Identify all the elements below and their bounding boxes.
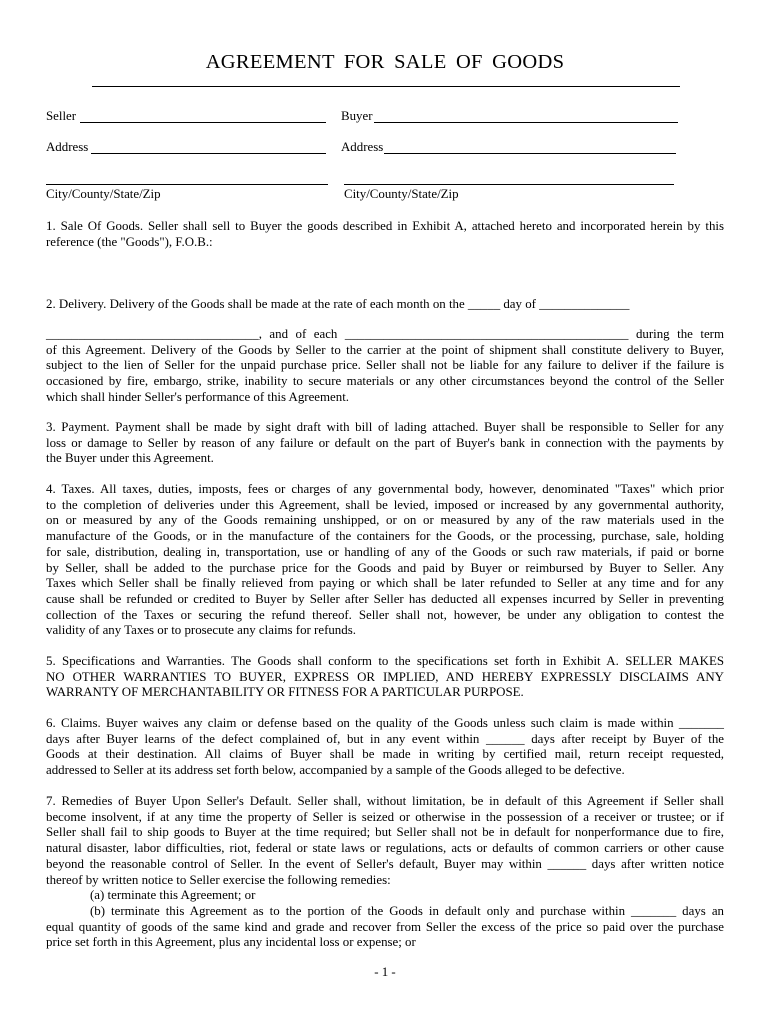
section-taxes bbox=[46, 482, 724, 639]
text-line: loss or damage to Seller by reason of any failure or default on the part of Buyer's bank in connection with the payments by bbox=[46, 435, 724, 450]
seller-name-line[interactable] bbox=[80, 122, 326, 123]
text-line: equal quantity of goods of the same kind and grade and recover from Seller the excess of the price so paid over the purchase bbox=[46, 919, 724, 934]
buyer-city-line[interactable] bbox=[344, 184, 674, 185]
section-sale-of-goods bbox=[46, 219, 724, 250]
buyer-name-line[interactable] bbox=[374, 122, 678, 123]
text-line: become insolvent, if at any time the property of Seller is seized or otherwise in the possession of a receiver or trustee; or if bbox=[46, 809, 724, 824]
text-line: Goods at their destination. All claims of Buyer shall be made in writing by certified mail, return receipt requested, bbox=[46, 747, 724, 762]
text-line: thereof by written notice to Seller exercise the following remedies: bbox=[46, 872, 391, 887]
text-line: 6. Claims. Buyer waives any claim or defense based on the quality of the Goods unless such claim is made within _______ bbox=[46, 716, 724, 730]
text-line: which shall hinder Seller's performance of this Agreement. bbox=[46, 389, 350, 404]
text-line: 7. Remedies of Buyer Upon Seller's Default. Seller shall, without limitation, be in default of this Agreement if Seller shall bbox=[46, 794, 724, 808]
buyer-address-line[interactable] bbox=[384, 153, 676, 154]
text-line: Taxes which Seller shall be finally relieved from paying or which shall be later refunded to Seller at any time and for any bbox=[46, 576, 724, 591]
buyer-label: Buyer bbox=[341, 109, 373, 123]
text-line: 2. Delivery. Delivery of the Goods shall be made at the rate of each month on the _____ day of ______________ bbox=[46, 297, 630, 311]
buyer-city-label: City/County/State/Zip bbox=[344, 187, 459, 201]
text-line: price set forth in this Agreement, plus any incidental loss or expense; or bbox=[46, 935, 416, 950]
page-number: - 1 - bbox=[374, 965, 396, 979]
section-delivery bbox=[46, 327, 724, 406]
text-line: 3. Payment. Payment shall be made by sight draft with bill of lading attached. Buyer shall be responsible to Seller for any bbox=[46, 420, 724, 434]
text-line: addressed to Seller at its address set forth below, accompanied by a sample of the Goods alleged to be defective. bbox=[46, 763, 625, 778]
text-line: manufacture of the Goods, or in the manufacture of the containers for the Goods, or the processing, purchase, sale, holding bbox=[46, 529, 724, 544]
text-line: the Buyer under this Agreement. bbox=[46, 451, 214, 466]
text-line: collection of the Taxes or securing the refund thereof. Seller shall not, however, be under any obligation to contest the bbox=[46, 607, 724, 622]
text-line: subject to the lien of Seller for the unpaid purchase price. Seller shall not be liable for any failure to deliver if the failure is bbox=[46, 358, 724, 373]
text-line: reference (the "Goods"), F.O.B.: bbox=[46, 234, 213, 249]
text-line: 1. Sale Of Goods. Seller shall sell to Buyer the goods described in Exhibit A, attached hereto and incorporated herein by this bbox=[46, 219, 724, 233]
seller-label: Seller bbox=[46, 109, 77, 123]
seller-city-label: City/County/State/Zip bbox=[46, 187, 161, 201]
text-line: WARRANTY OF MERCHANTABILITY OR FITNESS FOR A PARTICULAR PURPOSE. bbox=[46, 685, 524, 700]
text-line: occasioned by fire, embargo, strike, inability to secure materials or any other circumstances beyond the control of the Seller bbox=[46, 374, 724, 389]
text-line: 4. Taxes. All taxes, duties, imposts, fees or charges of any governmental body, however, denominated "Taxes" which prior bbox=[46, 482, 724, 496]
seller-address-line[interactable] bbox=[91, 153, 326, 154]
text-line: 5. Specifications and Warranties. The Goods shall conform to the specifications set forth in Exhibit A. SELLER MAKES bbox=[46, 654, 724, 668]
remedy-a: (a) terminate this Agreement; or bbox=[90, 888, 256, 903]
text-line: Seller shall fail to ship goods to Buyer at the time required; but Seller shall not be in default for nonperformance due to fire, bbox=[46, 825, 724, 840]
seller-address-label: Address bbox=[46, 140, 89, 154]
section-remedies-of-buyer bbox=[46, 794, 724, 951]
text-line: natural disaster, labor difficulties, riot, federal or state laws or regulations, acts or defaults of common carriers or other cause bbox=[46, 841, 724, 856]
text-line: _________________________________, and of each ____________________________________________ during the term bbox=[46, 327, 724, 341]
section-payment bbox=[46, 420, 724, 467]
document-title: AGREEMENT FOR SALE OF GOODS bbox=[205, 51, 565, 73]
text-line: validity of any Taxes or to prosecute any claims for refunds. bbox=[46, 623, 356, 638]
text-line: on or measured by any of the Goods remaining unshipped, or on or measured by any of the raw materials used in the bbox=[46, 513, 724, 528]
text-line: for sale, distribution, dealing in, transportation, use or handling of any of the Goods or such raw materials, if paid or borne bbox=[46, 544, 724, 559]
title-underline bbox=[92, 86, 680, 87]
text-line: cause shall be refunded or credited to Buyer by Seller after Seller has deducted all expenses incurred by Seller in preventing bbox=[46, 591, 724, 606]
text-line: by Seller, shall be added to the purchase price for the Goods and paid by Buyer or reimbursed by Buyer to Seller. Any bbox=[46, 560, 724, 575]
section-specifications-warranties bbox=[46, 654, 724, 701]
text-line: days after Buyer learns of the defect complained of, but in any event within ______ days after receipt by Buyer of the bbox=[46, 731, 724, 746]
text-line: beyond the reasonable control of Seller. In the event of Seller's default, Buyer may within ______ days after written notice bbox=[46, 856, 724, 871]
seller-city-line[interactable] bbox=[46, 184, 328, 185]
section-delivery-heading bbox=[46, 297, 724, 313]
text-line: NO OTHER WARRANTIES TO BUYER, EXPRESS OR IMPLIED, AND HEREBY EXPRESSLY DISCLAIMS ANY bbox=[46, 669, 724, 684]
text-line: to the completion of deliveries under this Agreement, shall be levied, imposed or increased by any governmental authority, bbox=[46, 497, 724, 512]
text-line: of this Agreement. Delivery of the Goods by Seller to the carrier at the point of shipment shall constitute delivery to Buyer, bbox=[46, 342, 724, 357]
section-claims bbox=[46, 716, 724, 779]
remedy-b-line: (b) terminate this Agreement as to the portion of the Goods in default only and purchase within _______ days an bbox=[90, 903, 724, 918]
buyer-address-label: Address bbox=[341, 140, 384, 154]
